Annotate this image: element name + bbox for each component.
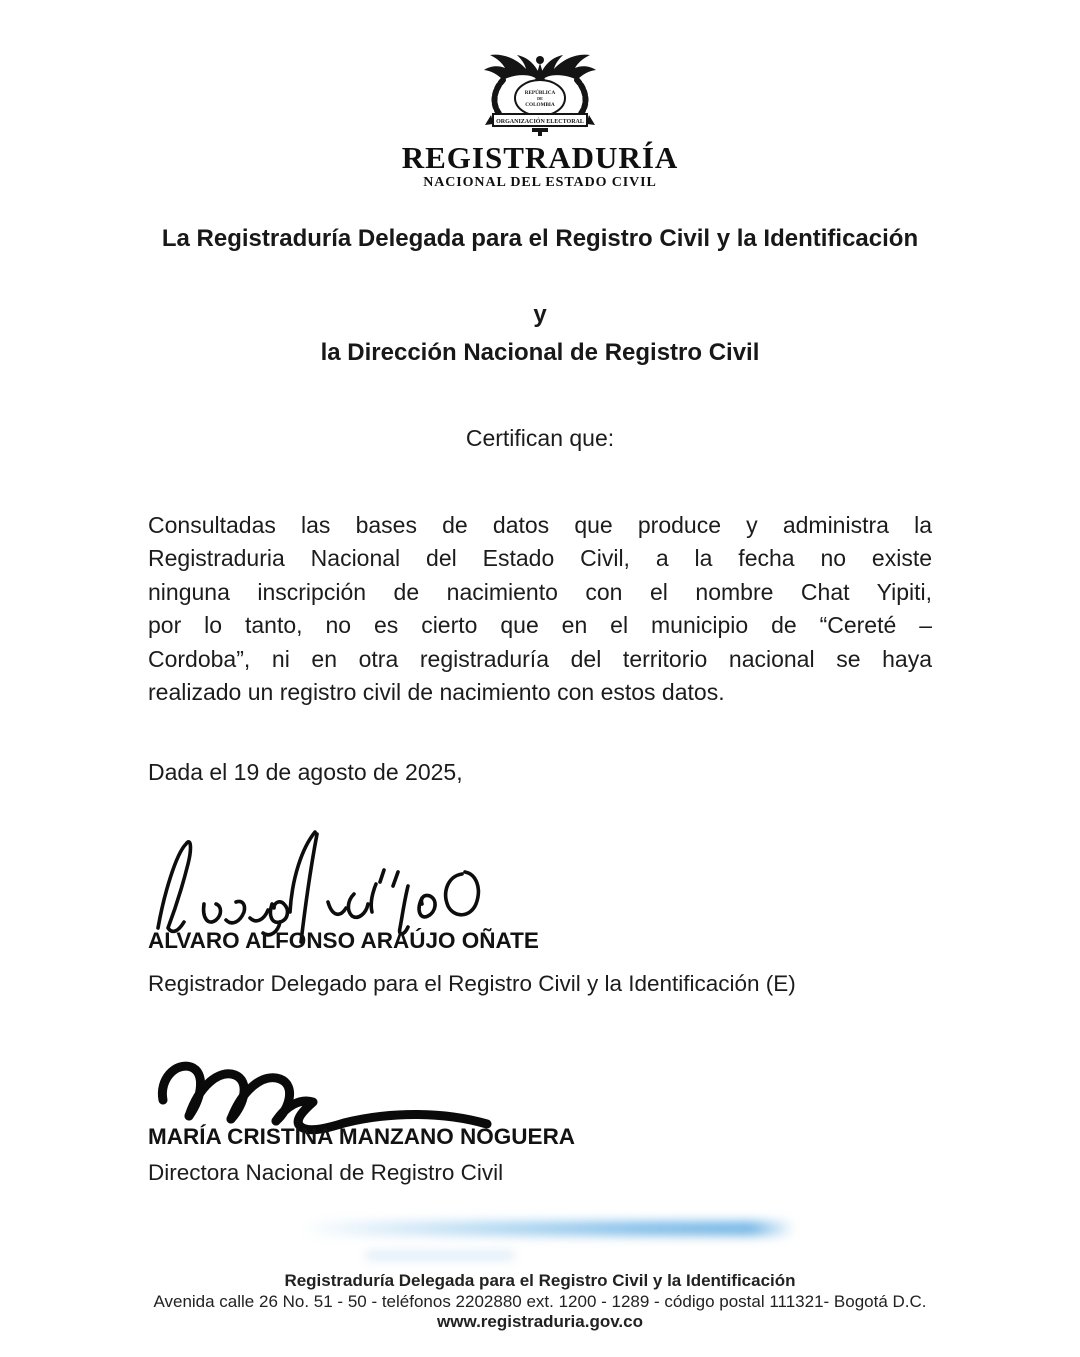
- seal-text-republica: REPÚBLICA: [524, 90, 556, 96]
- body-line: ninguna inscripción de nacimiento con el nombre Chat Yipiti,: [148, 578, 932, 605]
- body-line: Consultadas las bases de datos que produce y administra la: [148, 512, 932, 538]
- signatory-name: ALVARO ALFONSO ARAÚJO OÑATE: [148, 928, 539, 953]
- heading-connector: y: [533, 301, 547, 328]
- certificate-body: [148, 509, 932, 709]
- blurred-highlight-bar: [300, 1221, 795, 1236]
- blurred-highlight-smudge: [365, 1251, 515, 1260]
- body-line: realizado un registro civil de nacimiento con estos datos.: [148, 679, 725, 706]
- footer-office: Registraduría Delegada para el Registro Civil y la Identificación: [284, 1271, 796, 1290]
- logo-subtitle: NACIONAL DEL ESTADO CIVIL: [423, 174, 657, 190]
- document-footer: [0, 1271, 1080, 1333]
- date-line: Dada el 19 de agosto de 2025,: [148, 759, 463, 785]
- logo-wordmark: REGISTRADURÍA: [401, 140, 679, 175]
- certify-label: Certifican que:: [465, 425, 615, 451]
- heading-delegada: La Registraduría Delegada para el Registro Civil y la Identificación: [161, 225, 919, 252]
- body-line: por lo tanto, no es cierto que en el municipio de “Cereté –: [148, 612, 932, 639]
- body-line: Cordoba”, ni en otra registraduría del territorio nacional se haya: [148, 645, 932, 672]
- seal-text-de: DE: [537, 96, 543, 101]
- footer-address: Avenida calle 26 No. 51 - 50 - teléfonos 2202880 ext. 1200 - 1289 - código postal 111321- Bogotá D.C.: [153, 1291, 927, 1311]
- banner-text: ORGANIZACIÓN ELECTORAL: [496, 118, 584, 125]
- heading-direccion: la Dirección Nacional de Registro Civil: [320, 339, 760, 366]
- body-line: Registraduria Nacional del Estado Civil, a la fecha no existe: [148, 545, 932, 572]
- electoral-organization-emblem-icon: [477, 50, 603, 140]
- signatory-name: MARÍA CRISTINA MANZANO NOGUERA: [148, 1124, 576, 1149]
- registraduria-logo: [0, 50, 1080, 191]
- footer-url: www.registraduria.gov.co: [437, 1312, 643, 1331]
- seal-text-colombia: COLOMBIA: [525, 102, 555, 108]
- signatory-title: Directora Nacional de Registro Civil: [148, 1160, 504, 1185]
- signatory-title: Registrador Delegado para el Registro Civil y la Identificación (E): [148, 971, 796, 996]
